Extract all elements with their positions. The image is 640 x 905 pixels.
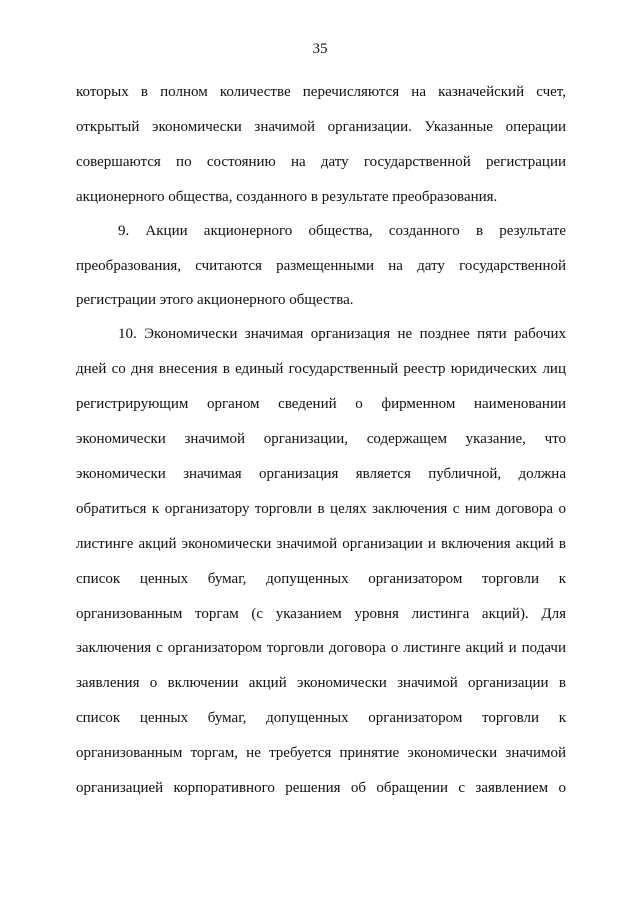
text-line: заявления о включении акций экономически значимой организации в bbox=[76, 675, 566, 691]
paragraph-9-first-line: 9. Акции акционерного общества, созданного в результате bbox=[118, 223, 566, 239]
text-line: совершаются по состоянию на дату государственной регистрации bbox=[76, 154, 566, 170]
text-line: дней со дня внесения в единый государственный реестр юридических лиц bbox=[76, 361, 566, 377]
text-line: список ценных бумаг, допущенных организатором торговли к bbox=[76, 710, 566, 726]
text-line: экономически значимой организации, содержащем указание, что bbox=[76, 431, 566, 447]
text-line: которых в полном количестве перечисляются на казначейский счет, bbox=[76, 84, 566, 100]
text-line: листинге акций экономически значимой организации и включения акций в bbox=[76, 536, 566, 552]
text-line: организованным торгам (с указанием уровня листинга акций). Для bbox=[76, 606, 566, 622]
text-line: экономически значимая организация является публичной, должна bbox=[76, 466, 566, 482]
text-line: регистрации этого акционерного общества. bbox=[76, 292, 354, 308]
text-line: преобразования, считаются размещенными на дату государственной bbox=[76, 258, 566, 274]
page-number: 35 bbox=[312, 41, 328, 57]
text-line: заключения с организатором торговли договора о листинге акций и подачи bbox=[76, 640, 566, 656]
text-line: список ценных бумаг, допущенных организатором торговли к bbox=[76, 571, 566, 587]
text-line: организацией корпоративного решения об обращении с заявлением о bbox=[76, 780, 566, 796]
text-line: обратиться к организатору торговли в целях заключения с ним договора о bbox=[76, 501, 566, 517]
text-line: организованным торгам, не требуется принятие экономически значимой bbox=[76, 745, 566, 761]
text-line: акционерного общества, созданного в результате преобразования. bbox=[76, 189, 498, 205]
text-line: регистрирующим органом сведений о фирменном наименовании bbox=[76, 396, 566, 412]
text-line: открытый экономически значимой организации. Указанные операции bbox=[76, 119, 566, 135]
paragraph-10-first-line: 10. Экономически значимая организация не позднее пяти рабочих bbox=[118, 326, 566, 342]
